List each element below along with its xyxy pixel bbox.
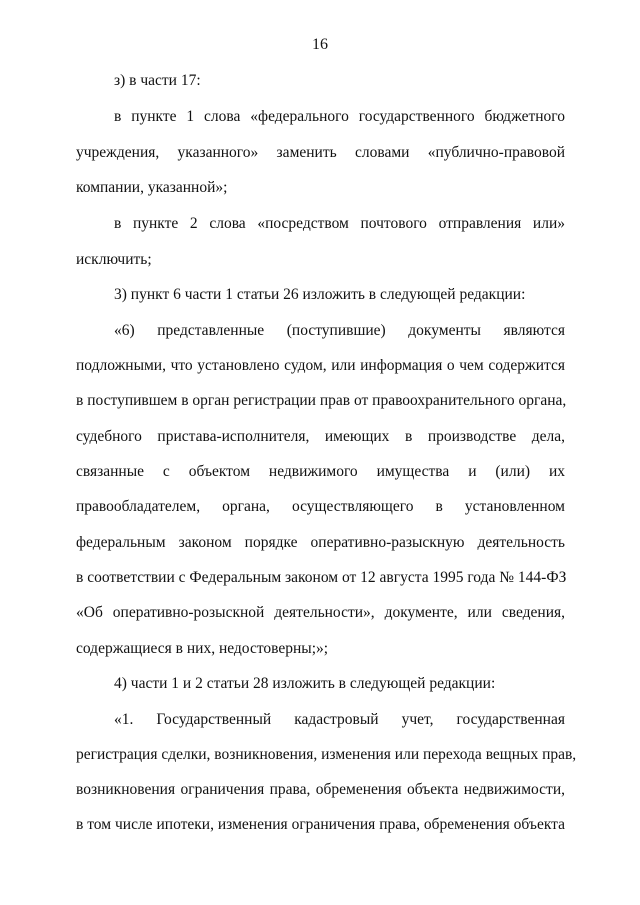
text-line: правообладателем, органа, осуществляющего в установленном <box>76 498 565 515</box>
text-line: регистрация сделки, возникновения, изменения или перехода вещных прав, <box>76 746 577 763</box>
text-line: в пункте 1 слова «федерального государственного бюджетного <box>114 108 565 125</box>
text-line: федеральным законом порядке оперативно-разыскную деятельность <box>76 534 565 551</box>
text-line: компании, указанной»; <box>76 179 228 196</box>
text-line: 4) части 1 и 2 статьи 28 изложить в следующей редакции: <box>114 675 496 692</box>
text-line: связанные с объектом недвижимого имущества и (или) их <box>76 463 565 480</box>
text-line: в том числе ипотеки, изменения ограничения права, обременения объекта <box>76 816 565 833</box>
text-line: в соответствии с Федеральным законом от 12 августа 1995 года № 144-ФЗ <box>76 569 567 586</box>
text-line: возникновения ограничения права, обременения объекта недвижимости, <box>76 781 565 798</box>
text-line: в поступившем в орган регистрации прав от правоохранительного органа, <box>76 392 567 409</box>
text-line: «Об оперативно-розыскной деятельности», документе, или сведения, <box>76 604 565 621</box>
page-number: 16 <box>312 36 328 53</box>
text-line: исключить; <box>76 251 152 268</box>
text-line: 3) пункт 6 части 1 статьи 26 изложить в следующей редакции: <box>114 286 526 303</box>
text-line: «1. Государственный кадастровый учет, государственная <box>114 711 565 728</box>
text-line: содержащиеся в них, недостоверны;»; <box>76 640 329 657</box>
text-line: з) в части 17: <box>114 72 201 89</box>
text-line: «6) представленные (поступившие) документы являются <box>114 322 565 339</box>
text-line: в пункте 2 слова «посредством почтового отправления или» <box>114 215 565 232</box>
text-line: судебного пристава-исполнителя, имеющих в производстве дела, <box>76 428 565 445</box>
text-line: учреждения, указанного» заменить словами «публично-правовой <box>76 144 565 161</box>
text-line: подложными, что установлено судом, или информация о чем содержится <box>76 357 565 374</box>
